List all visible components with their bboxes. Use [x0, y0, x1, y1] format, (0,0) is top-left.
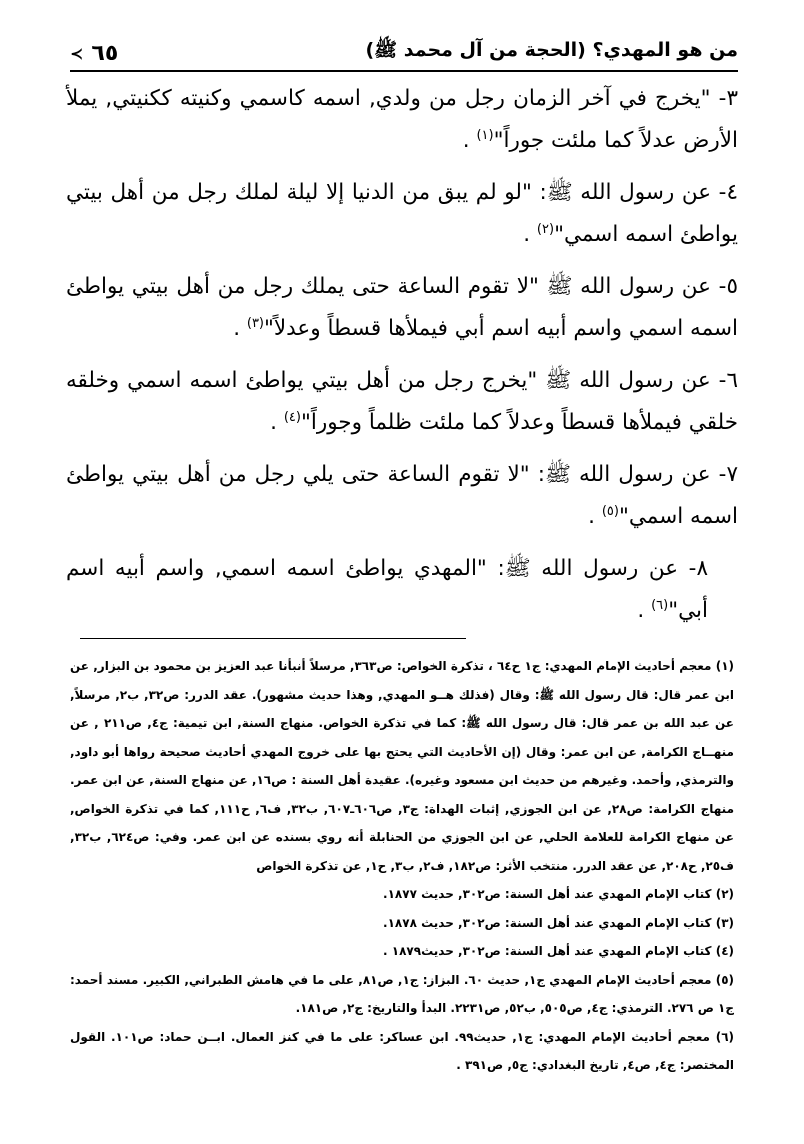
footnote-ref: (٥): [601, 503, 619, 519]
hadith-text: ٦- عن رسول الله ﷺ "يخرج رجل من أهل بيتي يواطئ اسمه اسمي وخلقه خلقي فيملأها قسطاً وعدلاً كما ملئت ظلماً وجوراً": [66, 368, 738, 435]
hadith-7: ٧- عن رسول الله ﷺ: "لا تقوم الساعة حتى يلي رجل من أهل بيتي يواطئ اسمه اسمي"$^{(٥)}$ .: [66, 462, 738, 529]
footnote-3: (٣) كتاب الإمام المهدي عند أهل السنة: ص٣٠٢, حديث ١٨٧٨.: [383, 915, 734, 930]
hadith-text: ٧- عن رسول الله ﷺ: "لا تقوم الساعة حتى يلي رجل من أهل بيتي يواطئ اسمه اسمي": [66, 462, 738, 529]
hadith-8: ٨- عن رسول الله ﷺ: "المهدي يواطئ اسمه اسمي, واسم أبيه اسم أبي"$^{(٦)}$ .: [66, 556, 708, 623]
main-text: [66, 78, 738, 642]
footnote-ref: (١): [476, 127, 494, 143]
footnote-ref: (٢): [536, 221, 555, 237]
page-number: ٦٥: [91, 41, 119, 66]
footnote-1: (١) معجم أحاديث الإمام المهدي: ج١ ح٦٤ ، تذكرة الخواص: ص٣٦٣, مرسلاً أنبأنا عبد العزيز بن محمود بن البزار, عن ابن عمر قال: قال رسول الله ﷺ: وقال (فذلك هــو المهدي, وهذا حديث مشهور). عقد الدرر: ص٣٢, ب٢, مرسلاً, عن عبد الله بن عمر قال: قال رسول الله ﷺ: كما في تذكرة الخواص. منهاج السنة, ابن تيمية: ج٤, ص٢١١ , عن منهــاج الكرامة, عن ابن عمر: وقال (إن الأحاديث التي يحتج بها على خروج المهدي أحاديث صحيحة رواها أبو داود, والترمذي, وأحمد. وغيرهم من حديث ابن مسعود وغيره). عقيدة أهل السنة : ص١٦, عن منهاج السنة, عن ابن عمر. منهاج الكرامة: ص٢٨, عن ابن الجوزي, إثبات الهداة: ج٣, ص٦٠٦ـ٦٠٧, ب٣٢, ف٦, ح١١١, كما في تذكرة الخواص, عن منهاج الكرامة للعلامة الحلي, عن ابن الجوزي من الحنابلة أنه روي بسنده عن ابن عمر. وفي: ص٦٢٤, ب٣٢, ف٢٥, ح٢٠٨, عن عقد الدرر. منتخب الأثر: ص١٨٢, ف٢, ب٣, ح١, عن تذكرة الخواص: [70, 659, 735, 873]
footnote-ref: (٤): [283, 409, 301, 425]
footnotes: [70, 652, 734, 1080]
page-number-group: [70, 41, 118, 66]
footnote-4: (٤) كتاب الإمام المهدي عند أهل السنة: ص٣٠٢, حديث١٨٧٩ .: [383, 944, 734, 958]
header-marker-icon: ≺: [70, 44, 84, 63]
footnote-6: (٦) معجم أحاديث الإمام المهدي: ج١, حديث٩٩. ابن عساكر: على ما في كنز العمال. ابــن حماد: ص١٠١. القول المختصر: ج٤, ص٤, تاريخ البغدادي: ج٥, ص٣٩١ .: [70, 1029, 734, 1072]
hadith-text: ٤- عن رسول الله ﷺ: "لو لم يبق من الدنيا إلا ليلة لملك رجل من أهل بيتي يواطئ اسمه اسمي": [66, 180, 738, 247]
hadith-text: ٥- عن رسول الله ﷺ "لا تقوم الساعة حتى يملك رجل من أهل بيتي يواطئ اسمه اسمي واسم أبيه اسم أبي فيملأها قسطاً وعدلاً": [66, 274, 738, 341]
footnote-ref: (٣): [246, 315, 264, 331]
running-header: [70, 30, 738, 72]
hadith-text: ٣- "يخرج في آخر الزمان رجل من ولدي, اسمه كاسمي وكنيته ككنيتي, يملأ الأرض عدلاً كما ملئت جوراً": [66, 86, 738, 153]
footnote-2: (٢) كتاب الإمام المهدي عند أهل السنة: ص٣٠٢, حديث ١٨٧٧.: [383, 887, 734, 901]
hadith-5: ٥- عن رسول الله ﷺ "لا تقوم الساعة حتى يملك رجل من أهل بيتي يواطئ اسمه اسمي واسم أبيه اسم أبي فيملأها قسطاً وعدلاً"$^{(٣)}$ .: [66, 274, 738, 341]
footnote-ref: (٦): [651, 597, 669, 613]
hadith-4: ٤- عن رسول الله ﷺ: "لو لم يبق من الدنيا إلا ليلة لملك رجل من أهل بيتي يواطئ اسمه اسمي"$^{(٢)}$ .: [66, 180, 738, 247]
header-title: من هو المهدي؟ (الحجة من آل محمد ﷺ): [365, 39, 738, 61]
hadith-text: ٨- عن رسول الله ﷺ: "المهدي يواطئ اسمه اسمي, واسم أبيه اسم أبي": [66, 556, 708, 623]
hadith-6: ٦- عن رسول الله ﷺ "يخرج رجل من أهل بيتي يواطئ اسمه اسمي وخلقه خلقي فيملأها قسطاً وعدلاً كما ملئت ظلماً وجوراً"$^{(٤)}$ .: [66, 368, 738, 435]
hadith-3: ٣- "يخرج في آخر الزمان رجل من ولدي, اسمه كاسمي وكنيته ككنيتي, يملأ الأرض عدلاً كما ملئت جوراً"$^{(١)}$ .: [66, 86, 738, 153]
footnote-5: (٥) معجم أحاديث الإمام المهدي ج١, حديث ٦٠. البزاز: ج١, ص٨١, على ما في هامش الطبراني, الكبير. مسند أحمد: ج١ ص ٢٧٦. الترمذي: ج٤, ص٥٠٥, ب٥٢, ص٢٢٣١. البدأ والتاريخ: ج٢, ص١٨١.: [70, 972, 734, 1015]
footnote-separator: [80, 638, 466, 639]
